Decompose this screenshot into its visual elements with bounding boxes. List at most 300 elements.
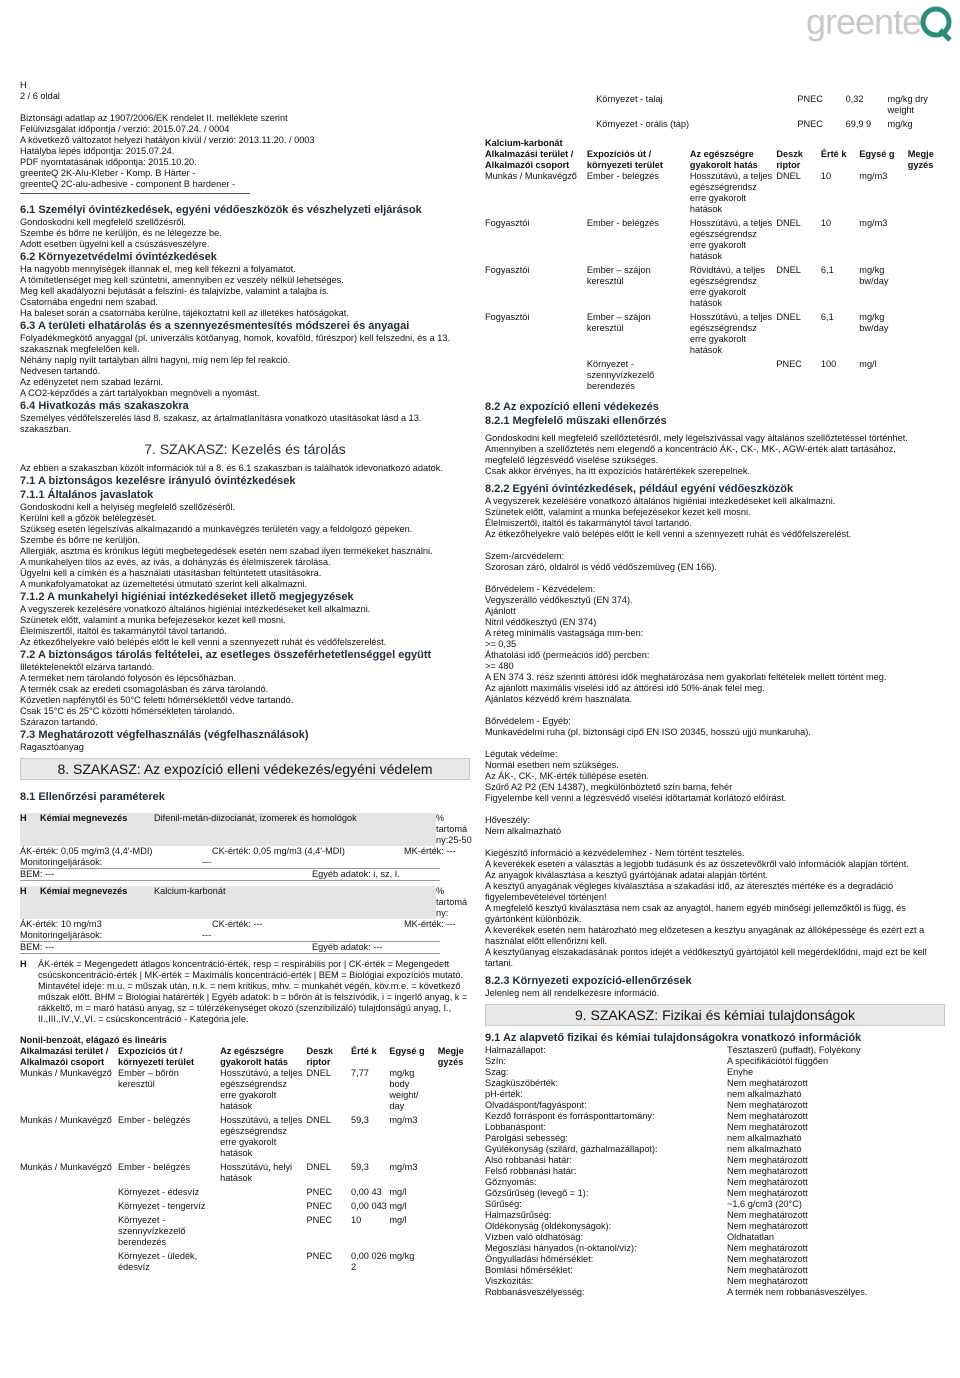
other-data: Egyéb adatok: i, sz, I.	[312, 869, 400, 879]
body-line: >= 480	[485, 661, 514, 671]
table-cell	[908, 171, 945, 218]
section-8-2-3-body	[485, 988, 945, 999]
body-line: A keverékek esetén nem határozható meg előzetesen a kesztyu anyagának az állóképessége és ezért ezt a	[485, 925, 925, 935]
ak-value: ÁK-érték: 0,05 mg/m3 (4,4'-MDI)	[20, 846, 153, 856]
table-cell: Ember - belégzés	[586, 218, 659, 228]
body-line: A munkahelyen tilos az evés, az ivás, a dohányzás és élelmiszerek tárolása.	[20, 557, 331, 567]
body-line: Áthatolási idő (permeációs idő) percben:	[485, 650, 650, 660]
table-cell: PNEC	[776, 359, 802, 369]
body-line: Az ÁK-, CK-, MK-érték túllépése esetén.	[485, 771, 649, 781]
body-line: Illetéktelenektől elzárva tartandó.	[20, 662, 155, 672]
table-header-row	[485, 149, 945, 171]
body-line: Vegyszerálló védőkesztyű (EN 374).	[485, 595, 633, 605]
property-row	[485, 1045, 945, 1056]
property-label: Bomlási hőmérséklet:	[485, 1265, 573, 1275]
property-label: Szag:	[485, 1067, 509, 1077]
chemical-name-value: Kalcium-karbonát	[154, 886, 226, 896]
body-line: Nedvesen tartandó.	[20, 366, 101, 376]
table-cell	[908, 218, 945, 265]
property-label: Öngyulladási hőmérséklet:	[485, 1254, 594, 1264]
table-row	[485, 218, 945, 265]
body-line: Az edényzetet nem szabad lezárni.	[20, 377, 163, 387]
section-8-title: 8. SZAKASZ: Az expozíció elleni védekezés/egyéni védelem	[20, 758, 470, 780]
table-cell	[438, 1187, 475, 1201]
table-cell: DNEL	[306, 1068, 331, 1078]
body-line: szakaszban.	[20, 424, 72, 434]
body-line: Ajánlatos kézvédő krém használata.	[485, 694, 633, 704]
table-row	[20, 1251, 475, 1276]
header-divider	[20, 193, 250, 194]
property-value: nem alkalmazható	[727, 1089, 802, 1099]
property-value: Nem meghatározott	[727, 1221, 808, 1231]
property-row	[485, 1199, 945, 1210]
property-row	[485, 1111, 945, 1122]
table-cell: 69,9 9	[845, 119, 872, 129]
table-title-row	[485, 138, 945, 149]
body-line: gyártónként különbözik.	[485, 914, 582, 924]
section-7-1-1-body	[20, 502, 470, 590]
body-line: Adott esetben ügyelni kell a csúszásveszélyre.	[20, 239, 210, 249]
ck-value: CK-érték: ---	[212, 919, 263, 929]
table-cell: Környezet - szennyvízkezelő berendezés	[118, 1215, 186, 1247]
property-row	[485, 1078, 945, 1089]
body-line: A tömítetlenséget meg kell szüntetni, amennyiben ez veszély nélkül lehetséges.	[20, 275, 344, 285]
column-header: Deszk riptor	[776, 149, 803, 170]
body-line: Közvetlen napfénytől és 50°C feletti hőmérséklettől védve tartandó.	[20, 695, 294, 705]
table-cell: 7,77	[351, 1068, 369, 1078]
table-cell: mg/kg	[887, 119, 913, 129]
body-line: Bőrvédelem - Kézvédelem:	[485, 584, 596, 594]
table-cell	[438, 1068, 475, 1115]
column-header: Alkalmazási terület / Alkalmazói csoport	[20, 1046, 109, 1067]
table-cell	[908, 265, 945, 312]
percent-label: tartomá	[436, 824, 468, 834]
property-label: Szín:	[485, 1056, 506, 1066]
section-6-1-title: 6.1 Személyi óvintézkedések, egyéni védőeszközök és vészhelyzeti eljárások	[20, 204, 422, 216]
body-line: Szárazon tartandó.	[20, 717, 98, 727]
table-row	[20, 1115, 475, 1162]
body-line: Ha baleset során a csatornába kerülne, tájékoztatni kell az illetékes hatóságokat.	[20, 308, 349, 318]
legend-line: Mintavétel ideje: m.u. = műszak után, n.k. = nem kritikus, mhv. = munkahét végén, köv.m.e. = következő	[38, 981, 461, 991]
body-line: Szorosan záró, oldalról is védő védőszemüveg (EN 166).	[485, 562, 717, 572]
monitoring-value: ---	[202, 857, 212, 867]
property-label: Alsó robbanási határ:	[485, 1155, 572, 1165]
mk-value: MK-érték: ---	[404, 919, 456, 929]
body-line: figyelembevételével történjen!	[485, 892, 607, 902]
property-row	[485, 1221, 945, 1232]
table-cell: 0,32	[845, 94, 864, 104]
table-cell: Hosszútávú, helyi hatások	[220, 1162, 293, 1183]
property-row	[485, 1100, 945, 1111]
table-cell: Ember – szájon keresztül	[586, 312, 651, 333]
body-line: >= 0,35	[485, 639, 517, 649]
property-value: Nem meghatározott	[727, 1188, 808, 1198]
section-8-2-1-title: 8.2.1 Megfelelő műszaki ellenőrzés	[485, 415, 667, 427]
section-9-title: 9. SZAKASZ: Fizikai és kémiai tulajdonságok	[485, 1004, 945, 1026]
property-value: Oldhatatlan	[727, 1232, 774, 1242]
body-line: Légutak védelme:	[485, 749, 558, 759]
body-line: Ragasztóanyag	[20, 742, 84, 752]
section-7-2-title: 7.2 A biztonságos tárolás feltételei, az esetleges összeférhetetlenséggel együtt	[20, 649, 432, 661]
table-cell: Ember – szájon keresztül	[586, 265, 651, 286]
property-value: Tésztaszerű (puffadt), Folyékony	[727, 1045, 861, 1055]
property-value: Nem meghatározott	[727, 1276, 808, 1286]
property-row	[485, 1133, 945, 1144]
ck-value: CK-érték: 0,05 mg/m3 (4,4'-MDI)	[212, 846, 345, 856]
body-line: Szünetek előtt, valamint a munka befejezésekor kezet kell mosni.	[20, 615, 286, 625]
table-header-row	[20, 1046, 475, 1068]
table-cell: DNEL	[306, 1115, 331, 1125]
table-row	[20, 1187, 475, 1201]
document-header	[20, 91, 470, 190]
column-header: Alkalmazási terület / Alkalmazói csoport	[485, 149, 574, 170]
property-label: Gőzsűrűség (levegő = 1):	[485, 1188, 589, 1198]
physical-properties-table	[485, 1045, 945, 1298]
column-header: Expozíciós út / környezeti terület	[586, 149, 663, 170]
table-cell: mg/l	[389, 1215, 407, 1225]
table-row	[20, 1162, 475, 1187]
body-line: A EN 374 3. rész szerinti áttörési idők meghatározása nem gyakorlati feltételek mellett történt meg.	[485, 672, 887, 682]
percent-range: ny:	[436, 908, 449, 918]
bem-row	[20, 869, 440, 881]
property-row	[485, 1276, 945, 1287]
dnel-table-kalcium-karbonat	[485, 138, 945, 395]
property-label: Viszkozitás:	[485, 1276, 534, 1286]
table-cell: Hosszútávú, a teljes egészségrendsz erre gyakorolt hatások	[689, 171, 773, 214]
body-line: Gondoskodni kell a helyiség megfelelő szellőzéséről.	[20, 502, 236, 512]
property-value: Nem meghatározott	[727, 1210, 808, 1220]
table-cell: mg/kg dry weight	[887, 94, 928, 115]
table-row	[485, 312, 945, 359]
table-cell: Fogyasztói	[485, 312, 530, 322]
table-cell	[220, 1201, 306, 1215]
table-title: Nonil-benzoát, elágazó és lineáris	[20, 1035, 168, 1045]
property-value: nem alkalmazható	[727, 1144, 802, 1154]
section-7-3-title: 7.3 Meghatározott végfelhasználás (végfelhasználások)	[20, 729, 309, 741]
body-line: Élelmiszertől, italtól és takarmánytól távol tartandó.	[20, 626, 227, 636]
exposure-limit-block-2	[20, 886, 482, 919]
table-row	[485, 359, 945, 395]
section-7-2-body	[20, 662, 470, 728]
body-line: Csak 15°C és 25°C közötti hőmérsékleten tárolandó.	[20, 706, 235, 716]
table-row	[20, 1201, 475, 1215]
property-row	[485, 1254, 945, 1265]
property-label: Sűrűség:	[485, 1199, 522, 1209]
table-cell: Fogyasztói	[485, 218, 530, 228]
table-cell: mg/l	[389, 1187, 407, 1197]
chemical-name-label: Kémiai megnevezés	[40, 813, 128, 823]
body-line: szakasznak megfelelően kell.	[20, 344, 140, 354]
dnel-table-nonil-benzoat	[20, 1035, 475, 1276]
table-cell: mg/kg bw/day	[859, 265, 889, 286]
property-label: Halmazállapot:	[485, 1045, 546, 1055]
table-cell: Környezet - tengervíz	[118, 1201, 206, 1211]
section-6-2-title: 6.2 Környezetvédelmi óvintézkedések	[20, 251, 217, 263]
table-cell	[220, 1187, 306, 1201]
column-header: Egysé g	[859, 149, 895, 159]
bem-row	[20, 942, 440, 954]
property-row	[485, 1166, 945, 1177]
table-cell	[690, 359, 776, 395]
table-cell: 10	[820, 171, 832, 181]
body-line: tartani.	[485, 958, 514, 968]
property-label: Szagküszöbérték:	[485, 1078, 559, 1088]
body-line: Ügyelni kell a címkén és a használati utasításban feltüntetett utasításokra.	[20, 568, 322, 578]
body-line: Szünetek előtt, valamint a munka befejezésekor kezet kell mosni.	[485, 507, 751, 517]
property-label: pH-érték:	[485, 1089, 523, 1099]
table-cell: mg/kg bw/day	[859, 312, 889, 333]
header-line: PDF nyomtatásának időpontja: 2015.10.20.	[20, 157, 197, 167]
property-row	[485, 1089, 945, 1100]
table-cell	[438, 1251, 475, 1276]
body-line: A vegyszerek kezelésére vonatkozó általános higiéniai intézkedéseket kell alkalmazni.	[20, 604, 371, 614]
section-7-intro: Az ebben a szakaszban közölt információk túl a 8. és 6.1 szakaszban is találhatók idevonatkozó adatok.	[20, 463, 443, 473]
property-label: Halmazsűrűség:	[485, 1210, 552, 1220]
table-row	[20, 1068, 475, 1115]
header-line: 2 / 6 oldal	[20, 91, 60, 101]
table-cell: 10	[820, 218, 832, 228]
body-line: A réteg minimális vastagsága mm-ben:	[485, 628, 644, 638]
table-cell: Ember - belégzés	[586, 171, 659, 181]
body-line: Személyes védőfelszerelés lásd 8. szakasz, az ártalmatlanításra vonatkozó utasításokat lásd a 13.	[20, 413, 422, 423]
table-cell: Környezet - üledék, édesvíz	[118, 1251, 198, 1272]
table-cell: DNEL	[776, 218, 801, 228]
body-line: Gondoskodni kell megfelelő szellőztetésről, mely légelszívással vagy általános szellőztetéssel történhet.	[485, 433, 908, 443]
table-cell: Hosszútávú, a teljes egészségrendsz erre gyakorolt hatások	[689, 218, 773, 261]
property-value: Enyhe	[727, 1067, 754, 1077]
section-9-1-title: 9.1 Az alapvető fizikai és kémiai tulajdonságokra vonatkozó információk	[485, 1032, 862, 1044]
table-cell	[438, 1115, 475, 1162]
section-8-2-2-title: 8.2.2 Egyéni óvintézkedések, például egyéni védőeszközök	[485, 483, 794, 495]
table-row	[485, 94, 940, 119]
left-column	[20, 80, 470, 1276]
body-line: Az anyagok kiválasztása a kesztyű gyártójának adatai alapján történt.	[485, 870, 768, 880]
table-cell: DNEL	[306, 1162, 331, 1172]
table-cell: Munkás / Munkavégző	[485, 171, 577, 181]
limit-values-row	[20, 919, 470, 930]
property-value: Nem meghatározott	[727, 1155, 808, 1165]
legend-text	[38, 959, 470, 1025]
table-cell	[485, 359, 587, 395]
ak-value: ÁK-érték: 10 mg/m3	[20, 919, 102, 929]
table-cell: 59,3	[351, 1115, 369, 1125]
body-line: Kiegészítő információ a kézvédelemhez - Nem történt tesztelés.	[485, 848, 745, 858]
header-line: Hatályba lépés időpontja: 2015.07.24.	[20, 146, 175, 156]
percent-range: ny:25-50	[436, 835, 472, 845]
table-cell: Környezet - szennyvízkezelő berendezés	[586, 359, 655, 391]
table-cell: Környezet - talaj	[596, 94, 663, 104]
table-cell: Környezet - édesvíz	[118, 1187, 200, 1197]
body-line: A CO2-képződés a zárt tartályokban megnöveli a nyomást.	[20, 388, 260, 398]
column-header: Az egészségre gyakorolt hatás	[689, 149, 758, 170]
property-value: Nem meghatározott	[727, 1078, 808, 1088]
monitoring-label: Monitoringeljárások:	[20, 857, 103, 867]
table-cell: 10	[351, 1215, 362, 1225]
table-cell: mg/m3	[389, 1115, 418, 1125]
table-cell	[485, 94, 596, 119]
table-row	[485, 171, 945, 218]
property-row	[485, 1122, 945, 1133]
body-line: Élelmiszertől, italtól és takarmánytól távol tartandó.	[485, 518, 692, 528]
property-value: Nem meghatározott	[727, 1177, 808, 1187]
table-cell: Ember – bőrön keresztül	[118, 1068, 179, 1089]
column-header: Deszk riptor	[306, 1046, 334, 1067]
body-line: Szükség esetén légelszívás alkalmazandó a munkavégzés területén vagy a feldolgozó gépeken.	[20, 524, 413, 534]
table-cell: 6,1	[820, 312, 834, 322]
table-cell: PNEC	[797, 119, 823, 129]
section-8-2-title: 8.2 Az expozíció elleni védekezés	[485, 401, 659, 413]
body-line: Figyelembe kell venni a légzésvédő viselési időtartamát korlátozó előírást.	[485, 793, 787, 803]
table-cell	[220, 1251, 306, 1276]
property-label: Olvadáspont/fagyáspont:	[485, 1100, 587, 1110]
body-line: A terméket nem tárolandó folyosón és lépcsőházban.	[20, 673, 237, 683]
property-row	[485, 1210, 945, 1221]
property-value: Nem meghatározott	[727, 1254, 808, 1264]
section-6-2-body	[20, 264, 470, 319]
monitoring-row	[20, 930, 440, 942]
property-row	[485, 1265, 945, 1276]
body-line	[485, 540, 945, 551]
property-row	[485, 1067, 945, 1078]
table-cell: Fogyasztói	[485, 265, 530, 275]
section-7-1-title: 7.1 A biztonságos kezelésre irányuló óvintézkedések	[20, 475, 296, 487]
header-line: greenteQ 2C-alu-adhesive - component B hardener -	[20, 179, 236, 189]
table-cell: Munkás / Munkavégző	[20, 1115, 112, 1125]
section-6-4-body	[20, 413, 470, 435]
body-line: Csak akkor érvényes, ha itt expozíciós határértékek szerepelnek.	[485, 466, 751, 476]
legend-line: műszak előtt. BHM = Biológiai határérték | Egyéb adatok: b = bőrön át is felszívódik, i = ingerlő anyag, k =	[38, 992, 468, 1002]
body-line: A kesztyű anyagának végleges kiválasztása a szakadási idő, az áteresztés mértéke és a degradáció	[485, 881, 894, 891]
column-header: Az egészségre gyakorolt hatás	[220, 1046, 288, 1067]
percent-label: tartomá	[436, 897, 468, 907]
section-7-1-2-body	[20, 604, 470, 648]
table-cell: Munkás / Munkavégző	[20, 1162, 112, 1172]
percent-label: %	[436, 813, 445, 823]
property-label: Oldékonyság (oldékonyságok):	[485, 1221, 612, 1231]
table-cell: Ember - belégzés	[118, 1162, 191, 1172]
property-label: Robbanásveszélyesség:	[485, 1287, 585, 1297]
body-line: A termék csak az eredeti csomagolásban és zárva tárolandó.	[20, 684, 269, 694]
abbreviation-legend	[20, 959, 470, 1025]
body-line: Szűrő A2 P2 (EN 14387), megkülönböztető szín barna, fehér	[485, 782, 733, 792]
body-line: Szembe és bőrre ne kerüljön, és ne lélegezze be.	[20, 228, 222, 238]
table-cell: mg/l	[859, 359, 877, 369]
header-line: A következő változatot helyezi hatályon kívül / verzió: 2013.11.20. / 0003	[20, 135, 315, 145]
monitoring-value: ---	[202, 930, 212, 940]
body-line: Normál esetben nem szükséges.	[485, 760, 619, 770]
bem-value: BEM: ---	[20, 869, 55, 879]
section-6-3-body	[20, 333, 470, 399]
property-label: Kezdő forráspont és forrásponttartomány:	[485, 1111, 655, 1121]
section-8-2-3-title: 8.2.3 Környezeti expozíció-ellenőrzések	[485, 975, 692, 987]
body-line: A keverékek esetén a választás a legjobb tudásunk és az összetevőkről való információk alapján történt.	[485, 859, 909, 869]
logo-q-mark	[918, 4, 958, 44]
table-cell: Hosszútávú, a teljes egészségrendsz erre gyakorolt hatások	[220, 1115, 303, 1158]
section-6-3-title: 6.3 A területi elhatárolás és a szennyezésmentesítés módszerei és anyagai	[20, 320, 410, 332]
header-line: greenteQ 2K-Alu-Kleber - Komp. B Härter -	[20, 168, 196, 178]
column-header: Expozíciós út / környezeti terület	[118, 1046, 195, 1067]
table-row	[485, 119, 940, 133]
percent-label: %	[436, 886, 445, 896]
table-cell	[438, 1215, 475, 1251]
pnec-continuation-table	[485, 94, 940, 133]
table-cell: PNEC	[306, 1251, 333, 1261]
exposure-limit-block-1	[20, 813, 482, 846]
monitoring-label: Monitoringeljárások:	[20, 930, 103, 940]
table-cell: Ember - belégzés	[118, 1115, 191, 1125]
body-line	[485, 573, 945, 584]
mk-value: MK-érték: ---	[404, 846, 456, 856]
table-cell	[908, 359, 945, 395]
limit-values-row	[20, 846, 470, 857]
table-title: Kalcium-karbonát	[485, 138, 563, 148]
section-6-1-body	[20, 217, 470, 250]
section-8-2-2-body	[485, 496, 945, 969]
hazard-mark: H	[20, 80, 27, 90]
section-8-1-title: 8.1 Ellenőrzési paraméterek	[20, 791, 165, 803]
body-line: Kerülni kell a gőzök belélegzését.	[20, 513, 157, 523]
table-cell: Hosszútávú, a teljes egészségrendsz erre gyakorolt hatások	[689, 312, 773, 355]
body-line: A kesztyűanyag elszakadásának pontos idejét a védőkesztyű gyártójától kell megérdeklődni, majd ezt be kell	[485, 947, 927, 957]
table-cell: 0,00 43	[351, 1187, 382, 1197]
property-label: Párolgási sebesség:	[485, 1133, 568, 1143]
property-row	[485, 1177, 945, 1188]
table-cell	[20, 1201, 118, 1215]
table-cell	[908, 312, 945, 359]
body-line: Nem alkalmazható	[485, 826, 562, 836]
table-row	[20, 1215, 475, 1251]
body-line	[485, 705, 945, 716]
table-cell: 0,00 026 2	[351, 1251, 387, 1272]
hazard-mark: H	[20, 813, 27, 823]
body-line: Szembe és bőrre ne kerüljön.	[20, 535, 141, 545]
table-cell	[20, 1251, 118, 1276]
body-line: Hőveszély:	[485, 815, 530, 825]
property-value: nem alkalmazható	[727, 1133, 802, 1143]
table-cell	[485, 119, 596, 133]
section-7-3-body	[20, 742, 470, 753]
property-value: Nem meghatározott	[727, 1243, 808, 1253]
body-line: Az étkezőhelyekre való belépés előtt le kell venni a szennyezett ruhát és védőfelszerelést.	[485, 529, 852, 539]
property-value: Nem meghatározott	[727, 1265, 808, 1275]
table-cell: PNEC	[306, 1201, 333, 1211]
header-line	[20, 102, 470, 113]
table-cell: PNEC	[306, 1187, 333, 1197]
table-cell: Munkás / Munkavégző	[20, 1068, 112, 1078]
body-line: Gondoskodni kell megfelelő szellőzésről.	[20, 217, 186, 227]
table-cell: mg/l	[389, 1201, 407, 1211]
table-cell: 0,00 043	[351, 1201, 387, 1211]
table-cell: 59,3	[351, 1162, 369, 1172]
table-cell: DNEL	[776, 171, 801, 181]
legend-line: II.,III.,IV.,V.,VI. = csúcskoncentráció - Kategória jele.	[38, 1014, 249, 1024]
body-line: Ajánlott	[485, 606, 516, 616]
body-line: Folyadékmegkötő anyaggal (pl. univerzális kötőanyag, homok, kovaföld, fűrészpor) kell felszedni, és a 13.	[20, 333, 451, 343]
table-cell: DNEL	[776, 312, 801, 322]
body-line: Amennyiben a szellőztetés nem elegendő a koncentráció ÁK-, CK-, MK-, AGW-érték alatt tartásához,	[485, 444, 896, 454]
table-cell	[20, 1187, 118, 1201]
table-cell	[220, 1215, 306, 1251]
property-row	[485, 1144, 945, 1155]
property-row	[485, 1232, 945, 1243]
table-cell: mg/m3	[859, 218, 888, 228]
table-cell: DNEL	[776, 265, 801, 275]
body-line: A megfelelő kesztyű kiválasztása nem csak az anyagtól, hanem egyéb minőségi jellemzőktől is függ, és	[485, 903, 906, 913]
right-column	[485, 94, 945, 1298]
bem-value: BEM: ---	[20, 942, 55, 952]
section-6-4-title: 6.4 Hivatkozás más szakaszokra	[20, 400, 189, 412]
column-header: Megje gyzés	[437, 1046, 464, 1067]
